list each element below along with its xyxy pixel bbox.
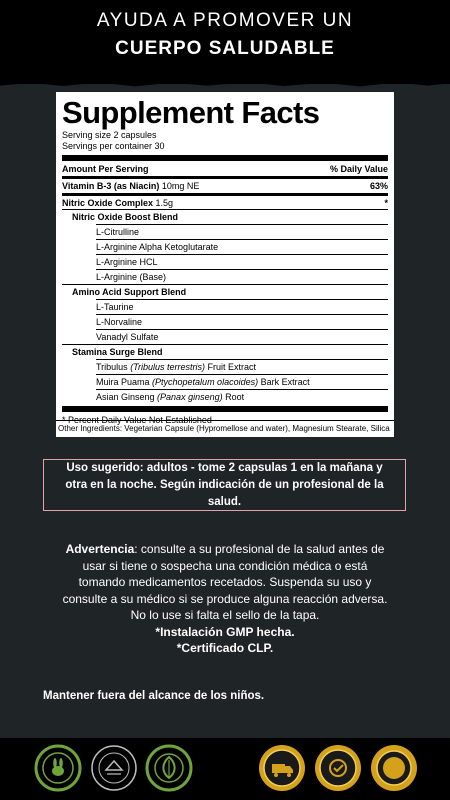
- ingredient-latin-name: (Panax ginseng): [157, 392, 223, 402]
- ingredient-latin-name: (Tribulus terrestris): [130, 362, 206, 372]
- gold-quality-badge-icon: [314, 744, 362, 792]
- blends-list: [62, 209, 388, 404]
- servings-per-container: Servings per container 30: [62, 141, 165, 151]
- ingredient-text: Bark Extract: [258, 377, 310, 387]
- divider-medium: [62, 193, 388, 196]
- clp-note: *Certificado CLP.: [176, 641, 274, 655]
- warning-line-4: consulte a su médico si se produce alguna reacción adversa.: [62, 591, 388, 606]
- ingredient-latin-name: (Ptychopetalum olacoides): [152, 377, 259, 387]
- gmp-note: *Instalación GMP hecha.: [155, 624, 295, 639]
- blend-header: Amino Acid Support Blend: [62, 284, 388, 299]
- vitamin-row: [62, 180, 388, 192]
- natural-leaf-badge-icon: [145, 744, 193, 792]
- other-ingredients: Other Ingredients: Vegetarian Capsule (Hypromellose and water), Magnesium Stearate, Silica: [56, 420, 394, 437]
- ingredient-row: [96, 389, 388, 404]
- warning-line-2: usar si tiene o sospecha una condición médica o está: [82, 558, 368, 573]
- vitamin-amount: 10mg NE: [161, 181, 200, 191]
- ingredient-row: L-Arginine Alpha Ketoglutarate: [96, 239, 388, 254]
- divider-thick: [62, 406, 388, 412]
- label-title: Supplement Facts: [62, 95, 320, 130]
- ingredient-text: Tribulus: [96, 362, 131, 372]
- banner-line-2: CUERPO SALUDABLE: [115, 38, 335, 59]
- gold-shipping-badge-icon: [258, 744, 306, 792]
- blend-header: Stamina Surge Blend: [62, 344, 388, 359]
- ingredient-row: L-Arginine (Base): [96, 269, 388, 284]
- no-animal-testing-badge-icon: [34, 744, 82, 792]
- ingredient-row: Vanadyl Sulfate: [96, 329, 388, 344]
- daily-value-header: % Daily Value: [329, 164, 388, 174]
- banner-line-1: AYUDA A PROMOVER UN: [96, 10, 354, 31]
- badges-strip: [0, 738, 450, 800]
- divider-medium: [62, 176, 388, 179]
- ingredient-text: Asian Ginseng: [96, 392, 158, 402]
- gmp-seal-icon: [90, 744, 138, 792]
- warning-line-1: : consulte a su profesional de la salud antes de: [134, 542, 385, 556]
- suggested-use-box: Uso sugerido: adultos - tome 2 capsulas 1 en la mañana y otra en la noche. Según indicación de un profesional de la salud.: [43, 459, 406, 511]
- divider-thick: [62, 155, 388, 161]
- warning-line-3: tomando medicamentos recetados. Suspenda su uso y: [78, 575, 372, 589]
- amount-per-serving-header: Amount Per Serving: [62, 164, 149, 174]
- vitamin-dv: 63%: [369, 181, 388, 191]
- complex-row: [62, 197, 388, 209]
- top-banner: [0, 0, 450, 84]
- footnote: * Percent Daily Value Not Established: [62, 415, 212, 425]
- complex-dv: *: [384, 198, 388, 208]
- keep-away-from-children: Mantener fuera del alcance de los niños.: [43, 690, 265, 702]
- ingredient-row: L-Citrulline: [96, 224, 388, 239]
- ingredient-row: L-Arginine HCL: [96, 254, 388, 269]
- blend-header: Nitric Oxide Boost Blend: [62, 209, 388, 224]
- warning-label: Advertencia: [65, 542, 135, 556]
- ingredient-text: Fruit Extract: [205, 362, 257, 372]
- warning-text: [30, 541, 420, 657]
- complex-name: Nitric Oxide Complex: [62, 198, 154, 208]
- complex-amount: 1.5g: [155, 198, 174, 208]
- warning-line-5: No lo use si falta el sello de la tapa.: [130, 608, 320, 622]
- ingredient-text: Muira Puama: [96, 377, 153, 387]
- satisfaction-guarantee-badge-icon: [370, 744, 418, 792]
- ingredient-row: L-Taurine: [96, 299, 388, 314]
- ingredient-text: Root: [222, 392, 245, 402]
- ingredient-row: [96, 374, 388, 389]
- column-headers: [62, 163, 388, 175]
- vitamin-name: Vitamin B-3 (as Niacin): [62, 181, 160, 191]
- serving-size: Serving size 2 capsules: [62, 130, 157, 140]
- ingredient-row: L-Norvaline: [96, 314, 388, 329]
- ingredient-row: [96, 359, 388, 374]
- supplement-facts-label: [56, 92, 394, 437]
